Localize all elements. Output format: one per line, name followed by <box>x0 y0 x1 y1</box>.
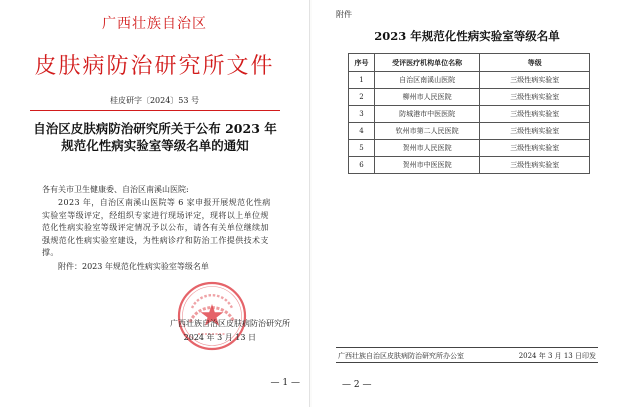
cell-serial: 6 <box>349 157 375 174</box>
cell-grade: 三级性病实验室 <box>480 89 590 106</box>
cell-institution: 防城港市中医医院 <box>374 106 480 123</box>
cell-institution: 贺州市人民医院 <box>374 140 480 157</box>
signing-organization: 广西壮族自治区皮肤病防治研究所 <box>170 319 290 328</box>
notice-body: 2023 年，自治区南溪山医院等 6 家申报开展规范化性病实验室等级评定，经组织专家进行现场评定，现将以上单位规范化性病实验室等级评定情况予以公布，请各有关单位继续加强规范化性病实验室建设，为性病诊疗和防治工作提供技术支撑。 <box>42 198 271 257</box>
page-number: — 1 — <box>270 378 300 388</box>
cell-institution: 自治区南溪山医院 <box>374 72 480 89</box>
table-row <box>349 140 590 157</box>
document-title: 皮肤病防治研究所文件 <box>34 54 275 79</box>
page-1 <box>0 0 310 407</box>
page-number: — 2 — <box>342 380 372 390</box>
footer-issuing-office: 广西壮族自治区皮肤病防治研究所办公室 <box>338 352 464 360</box>
cell-grade: 三级性病实验室 <box>480 140 590 157</box>
notice-title-line-2: 规范化性病实验室等级名单的通知 <box>61 138 249 153</box>
attachment-label: 附件 <box>336 10 352 19</box>
notice-title-line-1: 自治区皮肤病防治研究所关于公布 2023 年 <box>33 121 277 136</box>
cell-grade: 三级性病实验室 <box>480 106 590 123</box>
table-header-row <box>349 54 590 72</box>
cell-serial: 2 <box>349 89 375 106</box>
cell-serial: 1 <box>349 72 375 89</box>
footer-rule-top <box>336 347 598 348</box>
page-2 <box>312 0 622 407</box>
red-separator-line <box>30 110 280 111</box>
attachment-reference: 附件：2023 年规范化性病实验室等级名单 <box>58 262 209 271</box>
cell-grade: 三级性病实验室 <box>480 72 590 89</box>
cell-institution: 柳州市人民医院 <box>374 89 480 106</box>
signing-date: 2024 年 3 月 13 日 <box>183 333 256 342</box>
lab-grade-table <box>348 53 590 174</box>
cell-serial: 3 <box>349 106 375 123</box>
cell-grade: 三级性病实验室 <box>480 123 590 140</box>
notice-title <box>20 120 290 154</box>
cell-serial: 4 <box>349 123 375 140</box>
cell-serial: 5 <box>349 140 375 157</box>
issuer-name: 广西壮族自治区 <box>102 16 207 32</box>
list-title: 2023 年规范化性病实验室等级名单 <box>374 29 560 43</box>
header-grade: 等级 <box>480 54 590 72</box>
salutation: 各有关市卫生健康委、自治区南溪山医院: <box>42 185 189 194</box>
table-row <box>349 157 590 174</box>
footer-print-date: 2024 年 3 月 13 日印发 <box>518 352 596 360</box>
header-serial: 序号 <box>349 54 375 72</box>
cell-grade: 三级性病实验室 <box>480 157 590 174</box>
document-number: 桂皮研字〔2024〕53 号 <box>109 96 200 105</box>
cell-institution: 贺州市中医医院 <box>374 157 480 174</box>
table-row <box>349 89 590 106</box>
table-row <box>349 106 590 123</box>
table-row <box>349 72 590 89</box>
footer-rule-bottom <box>336 362 598 363</box>
cell-institution: 钦州市第二人民医院 <box>374 123 480 140</box>
header-institution: 受评医疗机构单位名称 <box>374 54 480 72</box>
table-row <box>349 123 590 140</box>
